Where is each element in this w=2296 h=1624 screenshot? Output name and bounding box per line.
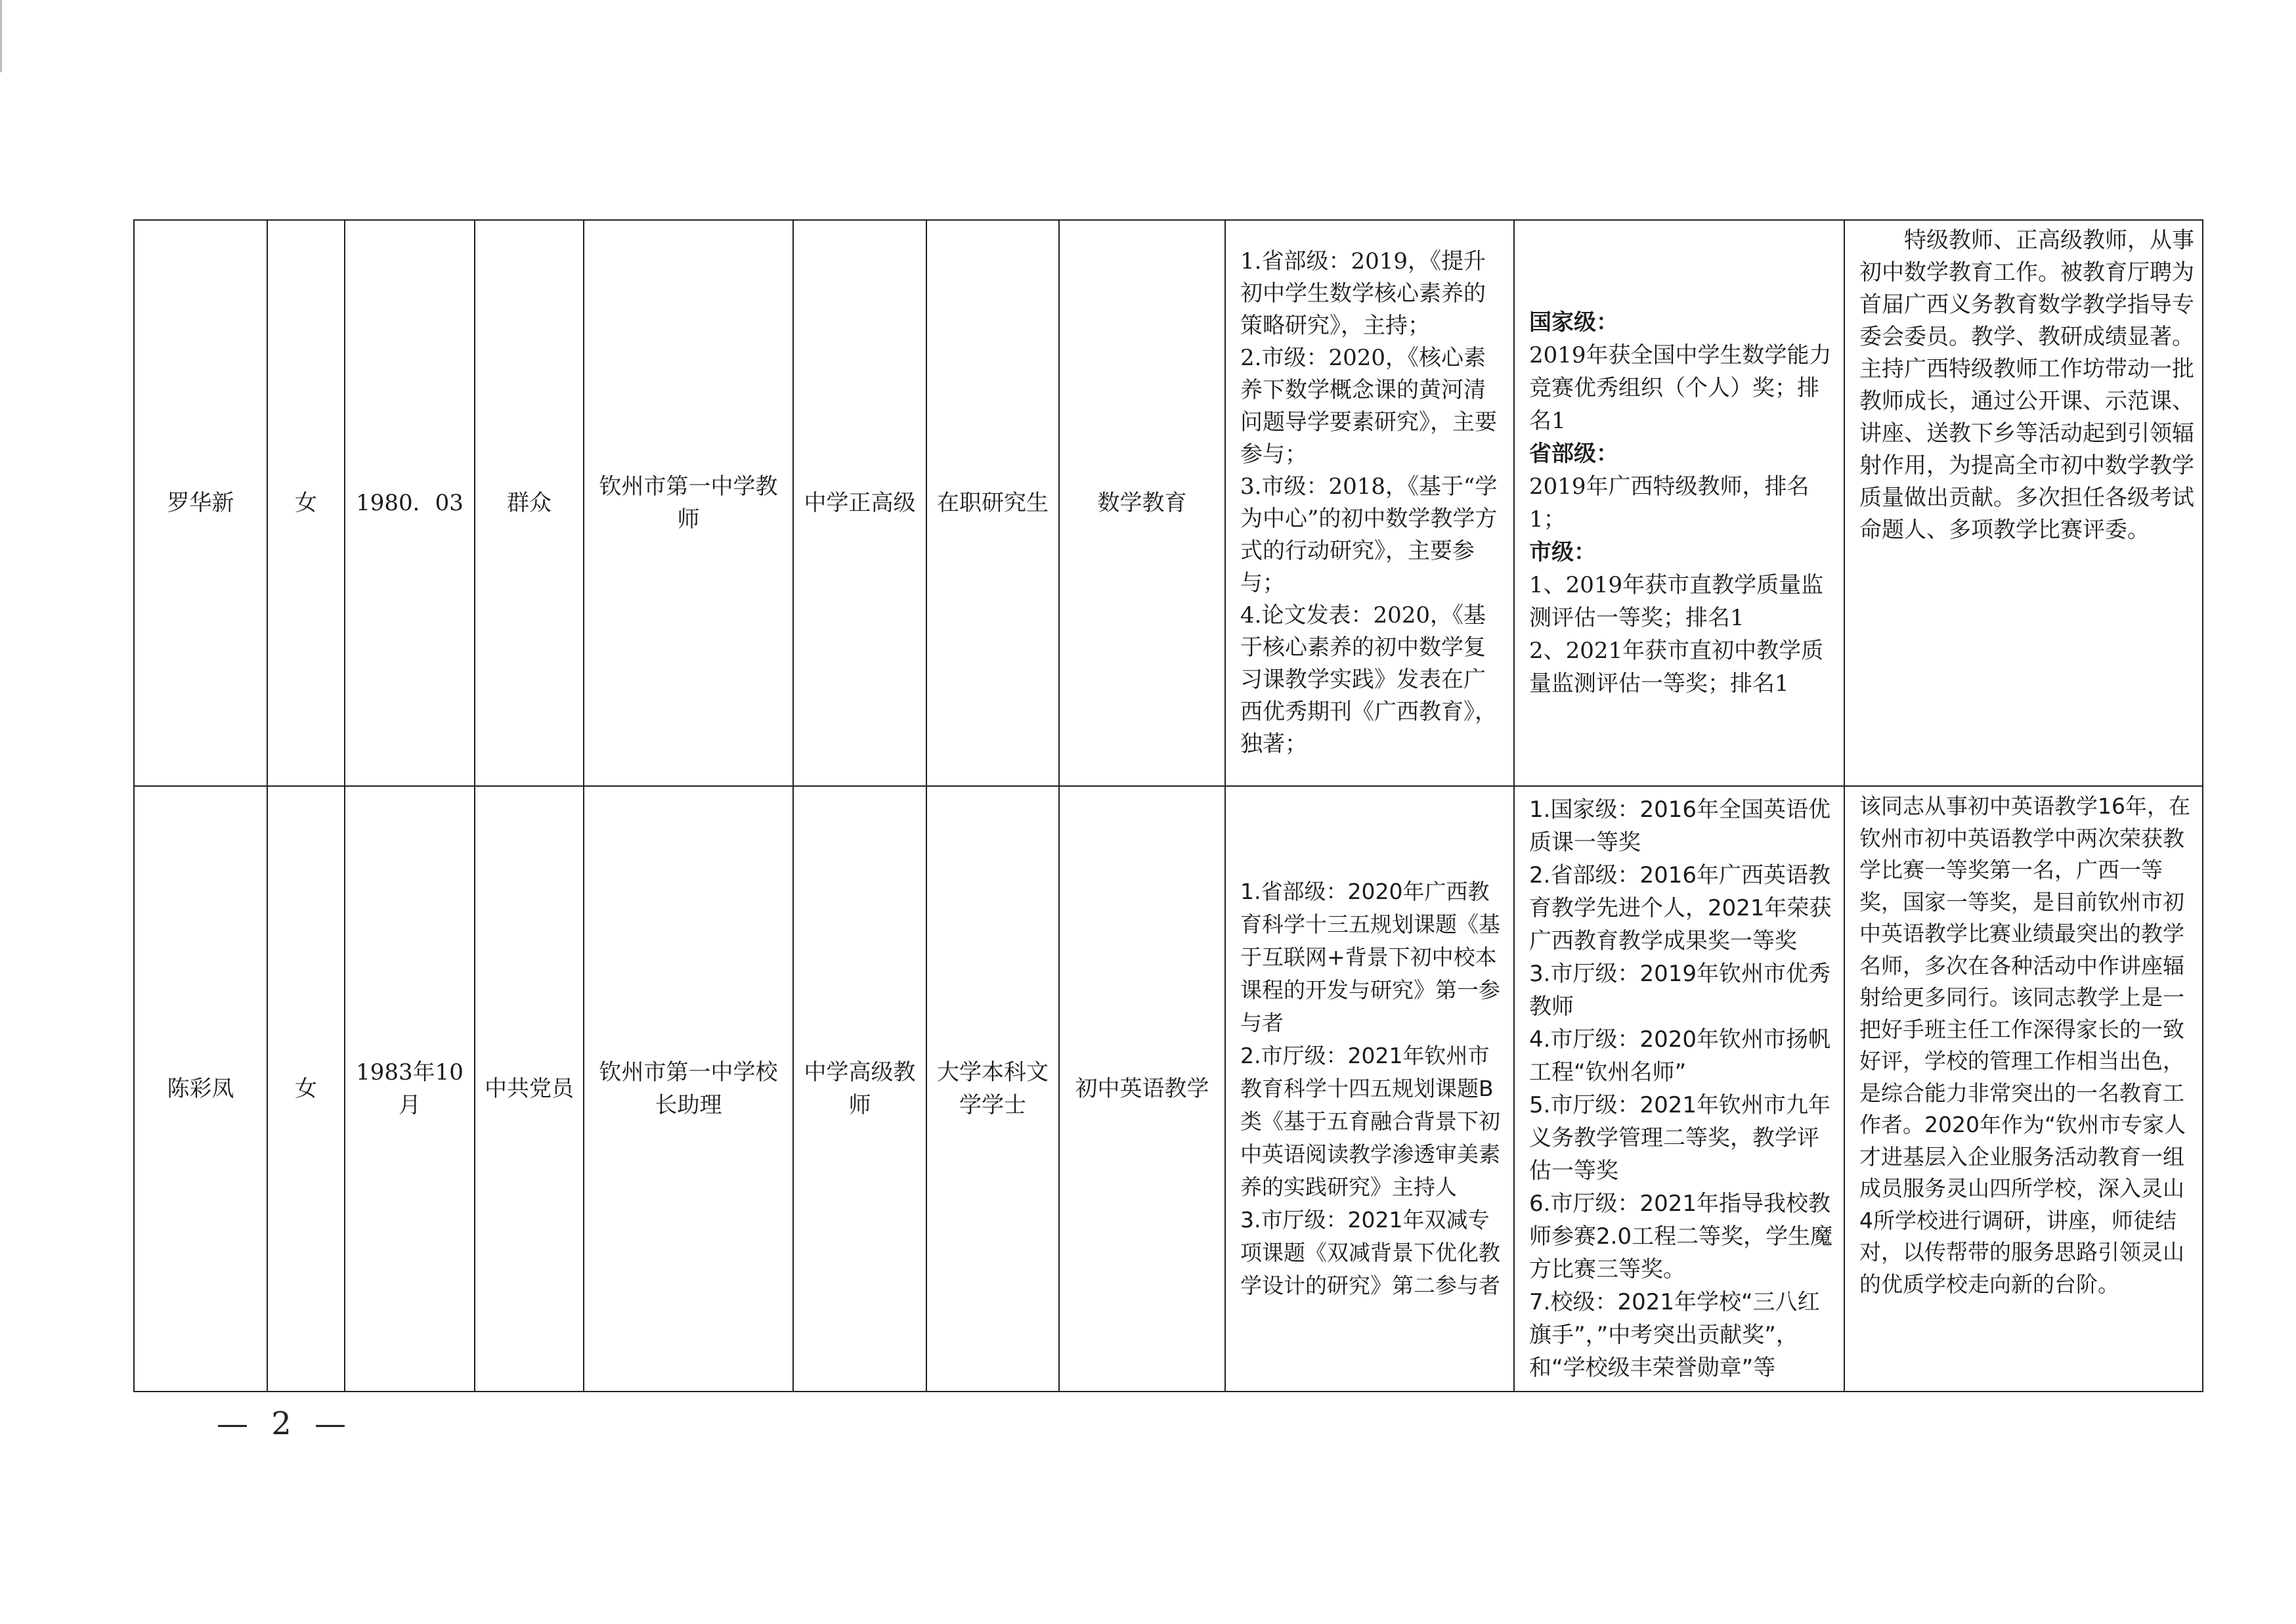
- awards-provincial-heading: 省部级：: [1529, 441, 1618, 467]
- cell-title: 中学正高级: [793, 220, 926, 786]
- cell-name: 罗华新: [134, 220, 267, 786]
- cell-summary: [1844, 786, 2203, 1392]
- summary-text: 特级教师、正高级教师，从事初中数学教育工作。被教育厅聘为首届广西义务教育数学教学指导专委会委员。教学、教研成绩显著。主持广西特级教师工作坊带动一批教师成长，通过公开课、示范课、讲座、送教下乡等活动起到引领辐射作用，为提高全市初中数学教学质量做出贡献。多次担任各级考试命题人、多项教学比赛评委。: [1859, 227, 2194, 543]
- research-item: 2.市级：2020，《核心素养下数学概念课的黄河清问题导学要素研究》，主要参与；: [1240, 345, 1497, 468]
- page-number: — 2 —: [217, 1405, 353, 1442]
- cell-unit-post: 钦州市第一中学校长助理: [584, 786, 793, 1392]
- research-item: 2.市厅级：2021年钦州市教育科学十四五规划课题B类《基于五育融合背景下初中英语阅读教学渗透审美素养的实践研究》主持人: [1240, 1043, 1500, 1200]
- summary-text: 该同志从事初中英语教学16年，在钦州市初中英语教学中两次荣获教学比赛一等奖第一名，广西一等奖，国家一等奖，是目前钦州市初中英语教学比赛业绩最突出的教学名师，多次在各种活动中作讲座辐射给更多同行。该同志教学上是一把好手班主任工作深得家长的一致好评，学校的管理工作相当出色，是综合能力非常突出的一名教育工作者。2020年作为“钦州市专家人才进基层入企业服务活动教育一组成员服务灵山四所学校，深入灵山4所学校进行调研，讲座，师徒结对，以传帮带的服务思路引领灵山的优质学校走向新的台阶。: [1859, 793, 2190, 1297]
- cell-subject: 初中英语教学: [1059, 786, 1225, 1392]
- awards-item: 7.校级：2021年学校“三八红旗手”，”中考突出贡献奖”，和“学校级丰荣誉勋章”等: [1529, 1289, 1820, 1381]
- cell-birth: 1983年10月: [345, 786, 475, 1392]
- awards-item: 2.省部级：2016年广西英语教育教学先进个人，2021年荣获广西教育教学成果奖一等奖: [1529, 862, 1832, 954]
- cell-political: 中共党员: [475, 786, 584, 1392]
- awards-item: 4.市厅级：2020年钦州市扬帆工程“钦州名师”: [1529, 1026, 1830, 1086]
- cell-awards: [1514, 786, 1844, 1392]
- awards-item: 6.市厅级：2021年指导我校教师参赛2.0工程二等奖，学生魔方比赛三等奖。: [1529, 1191, 1833, 1283]
- cell-title: 中学高级教师: [793, 786, 926, 1392]
- awards-national: 2019年获全国中学生数学能力竞赛优秀组织（个人）奖；排名1: [1529, 342, 1832, 434]
- cell-birth: 1980．03: [345, 220, 475, 786]
- research-item: 3.市级：2018，《基于“学为中心”的初中数学教学方式的行动研究》，主要参与；: [1240, 473, 1498, 596]
- awards-item: 3.市厅级：2019年钦州市优秀教师: [1529, 961, 1830, 1020]
- cell-education: 大学本科文学学士: [926, 786, 1059, 1392]
- teacher-info-table: [133, 219, 2203, 1392]
- awards-national-heading: 国家级：: [1529, 309, 1618, 336]
- awards-city-item: 2、2021年获市直初中教学质量监测评估一等奖；排名1: [1529, 638, 1824, 697]
- cell-awards: [1514, 220, 1844, 786]
- awards-item: 1.国家级：2016年全国英语优质课一等奖: [1529, 797, 1830, 856]
- cell-subject: 数学教育: [1059, 220, 1225, 786]
- cell-gender: 女: [267, 220, 345, 786]
- awards-provincial: 2019年广西特级教师，排名1；: [1529, 473, 1809, 533]
- table-row: [134, 220, 2203, 786]
- research-item: 1.省部级：2020年广西教育科学十三五规划课题《基于互联网+背景下初中校本课程的开发与研究》第一参与者: [1240, 879, 1500, 1036]
- cell-gender: 女: [267, 786, 345, 1392]
- cell-unit-post: 钦州市第一中学教师: [584, 220, 793, 786]
- cell-name: 陈彩凤: [134, 786, 267, 1392]
- awards-city-item: 1、2019年获市直教学质量监测评估一等奖；排名1: [1529, 572, 1824, 631]
- research-item: 4.论文发表：2020，《基于核心素养的初中数学复习课教学实践》发表在广西优秀期刊《广西教育》，独著；: [1240, 602, 1497, 757]
- cell-research: [1225, 786, 1514, 1392]
- scan-edge-mark: [0, 0, 16, 72]
- research-item: 3.市厅级：2021年双减专项课题《双减背景下优化教学设计的研究》第二参与者: [1240, 1207, 1500, 1298]
- table-row: [134, 786, 2203, 1392]
- awards-city-heading: 市级：: [1529, 539, 1596, 565]
- cell-research: [1225, 220, 1514, 786]
- awards-item: 5.市厅级：2021年钦州市九年义务教学管理二等奖，教学评估一等奖: [1529, 1092, 1830, 1184]
- cell-political: 群众: [475, 220, 584, 786]
- cell-summary: [1844, 220, 2203, 786]
- research-item: 1.省部级：2019，《提升初中学生数学核心素养的策略研究》，主持；: [1240, 248, 1486, 339]
- cell-education: 在职研究生: [926, 220, 1059, 786]
